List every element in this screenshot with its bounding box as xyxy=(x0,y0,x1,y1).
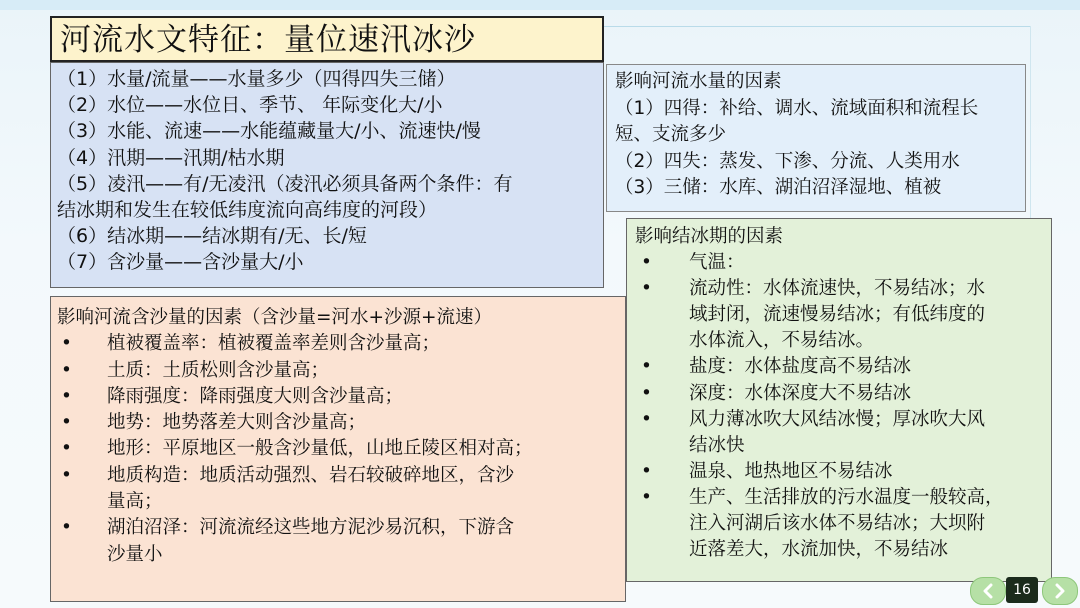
list-item: • 地形：平原地区一般含沙量低，山地丘陵区相对高； xyxy=(57,436,625,462)
hydrology-features-box xyxy=(50,62,604,288)
list-item-line: 流动性：水体流速快，不易结冰；水 xyxy=(689,278,986,300)
feature-line: （5）凌汛——有/无凌汛（凌汛必须具备两个条件：有 xyxy=(57,172,513,195)
water-volume-heading: 影响河流水量的因素 xyxy=(615,71,782,92)
water-volume-line: （3）三储：水库、湖泊沼泽湿地、植被 xyxy=(615,177,942,198)
freeze-list xyxy=(635,250,1051,563)
water-volume-line: （2）四失：蒸发、下渗、分流、人类用水 xyxy=(615,150,960,172)
list-item-line: 注入河湖后该水体不易结冰；大坝附 xyxy=(689,513,986,535)
background-line xyxy=(600,26,1030,27)
water-volume-line: 短、支流多少 xyxy=(615,124,727,145)
list-item-line: 风力薄冰吹大风结冰慢；厚冰吹大风 xyxy=(689,408,986,430)
list-item xyxy=(57,463,625,516)
feature-line: （4）汛期——汛期/枯水期 xyxy=(57,146,285,169)
sediment-list xyxy=(57,331,625,568)
list-item-line: 沙量小 xyxy=(107,543,163,565)
chevron-right-icon xyxy=(1053,583,1067,599)
list-item-line: 生产、生活排放的污水温度一般较高， xyxy=(689,486,1004,508)
next-slide-button[interactable] xyxy=(1042,577,1078,605)
list-item-line: 水体流入，不易结冰。 xyxy=(689,330,875,352)
water-volume-line: （1）四得：补给、调水、流域面积和流程长 xyxy=(615,97,979,119)
sediment-factors-box xyxy=(50,296,626,602)
list-item: • 深度：水体深度大不易结冰 xyxy=(635,381,1051,407)
list-item: • 植被覆盖率：植被覆盖率差则含沙量高； xyxy=(57,331,625,357)
list-item-line: 地质构造：地质活动强烈、岩石较破碎地区，含沙 xyxy=(107,464,515,486)
chevron-left-icon xyxy=(981,583,995,599)
list-item xyxy=(635,407,1051,459)
list-item: • 温泉、地热地区不易结冰 xyxy=(635,459,1051,485)
list-item: • 气温： xyxy=(635,250,1051,276)
feature-line: （3）水能、流速——水能蕴藏量大/小、流速快/慢 xyxy=(57,120,481,143)
sediment-heading: 影响河流含沙量的因素（含沙量=河水+沙源+流速） xyxy=(57,307,493,328)
feature-line: （2）水位——水位日、季节、 年际变化大/小 xyxy=(57,94,443,117)
list-item-line: 湖泊沼泽：河流流经这些地方泥沙易沉积，下游含 xyxy=(107,517,515,539)
list-item-line: 域封闭，流速慢易结冰；有低纬度的 xyxy=(689,304,986,326)
list-item xyxy=(635,485,1051,563)
list-item: • 盐度：水体盐度高不易结冰 xyxy=(635,354,1051,380)
freeze-factors-box xyxy=(626,218,1052,582)
list-item-line: 结冰快 xyxy=(689,434,745,456)
list-item-line: 近落差大，水流加快，不易结冰 xyxy=(689,539,949,561)
list-item-line: 量高； xyxy=(107,491,163,513)
list-item xyxy=(57,515,625,568)
feature-line: （1）水量/流量——水量多少（四得四失三储） xyxy=(57,68,456,90)
prev-slide-button[interactable] xyxy=(970,577,1006,605)
slide-title: 河流水文特征：量位速汛冰沙 xyxy=(50,16,604,62)
feature-line: 结冰期和发生在较低纬度流向高纬度的河段） xyxy=(57,199,438,222)
freeze-heading: 影响结冰期的因素 xyxy=(635,226,784,247)
list-item xyxy=(635,276,1051,354)
page-number: 16 xyxy=(1006,577,1038,603)
feature-line: （6）结冰期——结冰期有/无、长/短 xyxy=(57,225,367,248)
list-item: • 土质：土质松则含沙量高； xyxy=(57,358,625,384)
feature-line: （7）含沙量——含沙量大/小 xyxy=(57,251,304,274)
list-item: • 地势：地势落差大则含沙量高； xyxy=(57,410,625,436)
water-volume-factors-box xyxy=(606,64,1026,212)
top-bar xyxy=(0,0,1080,10)
list-item: • 降雨强度：降雨强度大则含沙量高； xyxy=(57,384,625,410)
